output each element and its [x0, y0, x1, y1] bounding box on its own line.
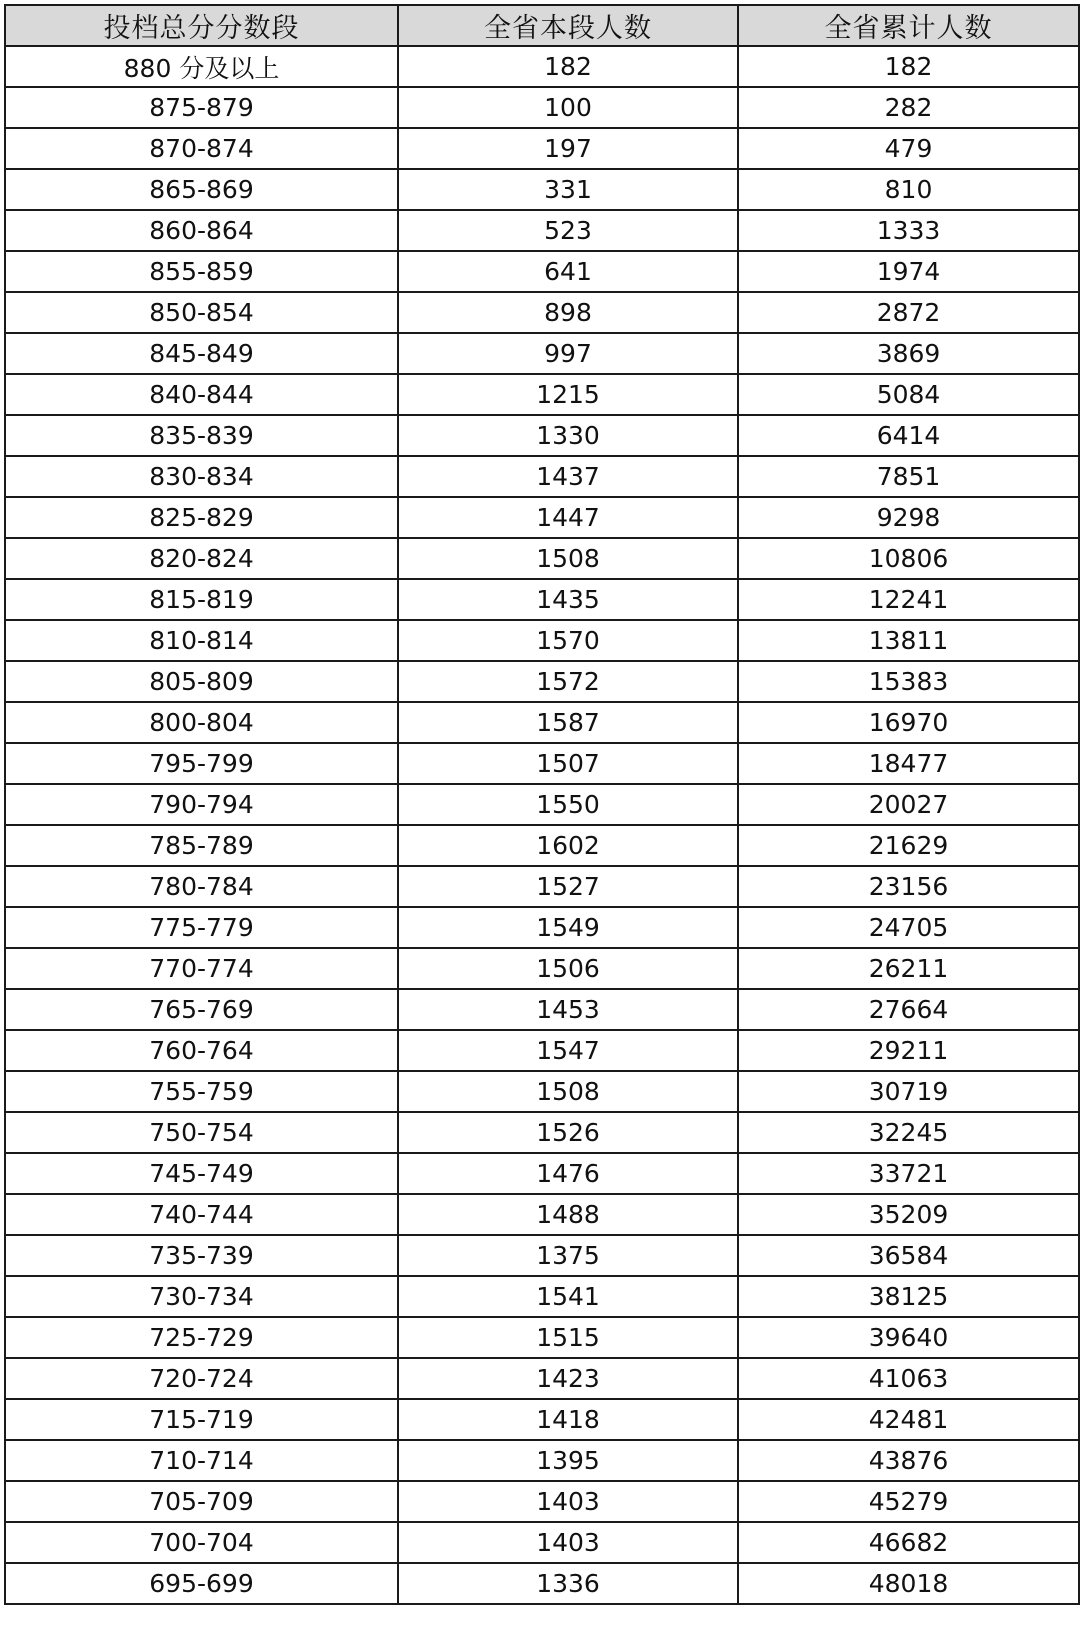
cell-cumulative-count: 1974 — [738, 251, 1079, 292]
cell-score-range: 875-879 — [5, 87, 398, 128]
cell-segment-count: 1506 — [398, 948, 738, 989]
cell-segment-count: 1507 — [398, 743, 738, 784]
cell-cumulative-count: 39640 — [738, 1317, 1079, 1358]
cell-cumulative-count: 2872 — [738, 292, 1079, 333]
header-cumulative-count: 全省累计人数 — [738, 5, 1079, 46]
cell-segment-count: 331 — [398, 169, 738, 210]
cell-score-range: 775-779 — [5, 907, 398, 948]
table-header — [5, 5, 1079, 46]
cell-cumulative-count: 5084 — [738, 374, 1079, 415]
cell-cumulative-count: 1333 — [738, 210, 1079, 251]
cell-segment-count: 1336 — [398, 1563, 738, 1604]
table-row — [5, 1440, 1079, 1481]
cell-cumulative-count: 13811 — [738, 620, 1079, 661]
cell-score-range: 740-744 — [5, 1194, 398, 1235]
cell-segment-count: 1488 — [398, 1194, 738, 1235]
table-row — [5, 1112, 1079, 1153]
cell-score-range: 825-829 — [5, 497, 398, 538]
cell-segment-count: 1437 — [398, 456, 738, 497]
cell-segment-count: 1375 — [398, 1235, 738, 1276]
cell-score-range: 870-874 — [5, 128, 398, 169]
cell-cumulative-count: 42481 — [738, 1399, 1079, 1440]
cell-score-range: 705-709 — [5, 1481, 398, 1522]
cell-score-range: 750-754 — [5, 1112, 398, 1153]
table-row — [5, 456, 1079, 497]
table-row — [5, 1276, 1079, 1317]
table-row — [5, 46, 1079, 87]
cell-cumulative-count: 15383 — [738, 661, 1079, 702]
cell-score-range: 755-759 — [5, 1071, 398, 1112]
header-segment-count: 全省本段人数 — [398, 5, 738, 46]
cell-score-range: 785-789 — [5, 825, 398, 866]
cell-score-range: 780-784 — [5, 866, 398, 907]
table-row — [5, 538, 1079, 579]
cell-cumulative-count: 6414 — [738, 415, 1079, 456]
table-row — [5, 661, 1079, 702]
score-distribution-table — [4, 4, 1080, 1605]
cell-cumulative-count: 23156 — [738, 866, 1079, 907]
table-row — [5, 497, 1079, 538]
cell-cumulative-count: 29211 — [738, 1030, 1079, 1071]
cell-cumulative-count: 12241 — [738, 579, 1079, 620]
cell-cumulative-count: 16970 — [738, 702, 1079, 743]
header-row — [5, 5, 1079, 46]
cell-cumulative-count: 282 — [738, 87, 1079, 128]
table-row — [5, 620, 1079, 661]
cell-segment-count: 1403 — [398, 1481, 738, 1522]
cell-score-range: 695-699 — [5, 1563, 398, 1604]
cell-cumulative-count: 36584 — [738, 1235, 1079, 1276]
cell-cumulative-count: 21629 — [738, 825, 1079, 866]
table-row — [5, 87, 1079, 128]
cell-cumulative-count: 26211 — [738, 948, 1079, 989]
cell-segment-count: 898 — [398, 292, 738, 333]
cell-segment-count: 1330 — [398, 415, 738, 456]
cell-score-range: 805-809 — [5, 661, 398, 702]
cell-score-range: 860-864 — [5, 210, 398, 251]
cell-score-range: 835-839 — [5, 415, 398, 456]
cell-score-range: 800-804 — [5, 702, 398, 743]
cell-segment-count: 1549 — [398, 907, 738, 948]
cell-cumulative-count: 20027 — [738, 784, 1079, 825]
cell-score-range: 795-799 — [5, 743, 398, 784]
cell-cumulative-count: 27664 — [738, 989, 1079, 1030]
table-row — [5, 333, 1079, 374]
cell-segment-count: 1526 — [398, 1112, 738, 1153]
cell-cumulative-count: 35209 — [738, 1194, 1079, 1235]
table-row — [5, 1481, 1079, 1522]
table-row — [5, 948, 1079, 989]
table-row — [5, 1522, 1079, 1563]
cell-score-range: 815-819 — [5, 579, 398, 620]
table-row — [5, 989, 1079, 1030]
table-row — [5, 1030, 1079, 1071]
cell-segment-count: 1572 — [398, 661, 738, 702]
cell-segment-count: 1541 — [398, 1276, 738, 1317]
table-row — [5, 784, 1079, 825]
cell-score-range: 735-739 — [5, 1235, 398, 1276]
table-row — [5, 825, 1079, 866]
cell-segment-count: 1423 — [398, 1358, 738, 1399]
table-row — [5, 1194, 1079, 1235]
cell-cumulative-count: 18477 — [738, 743, 1079, 784]
cell-segment-count: 641 — [398, 251, 738, 292]
table-row — [5, 1399, 1079, 1440]
cell-score-range: 830-834 — [5, 456, 398, 497]
table-row — [5, 251, 1079, 292]
cell-segment-count: 1547 — [398, 1030, 738, 1071]
cell-cumulative-count: 182 — [738, 46, 1079, 87]
cell-segment-count: 100 — [398, 87, 738, 128]
cell-segment-count: 1550 — [398, 784, 738, 825]
cell-score-range: 840-844 — [5, 374, 398, 415]
table-row — [5, 1563, 1079, 1604]
cell-cumulative-count: 41063 — [738, 1358, 1079, 1399]
cell-score-range: 820-824 — [5, 538, 398, 579]
cell-cumulative-count: 7851 — [738, 456, 1079, 497]
table-body — [5, 46, 1079, 1604]
cell-segment-count: 1453 — [398, 989, 738, 1030]
cell-score-range: 760-764 — [5, 1030, 398, 1071]
cell-cumulative-count: 9298 — [738, 497, 1079, 538]
cell-segment-count: 1476 — [398, 1153, 738, 1194]
cell-score-range: 745-749 — [5, 1153, 398, 1194]
cell-score-range: 720-724 — [5, 1358, 398, 1399]
table-row — [5, 907, 1079, 948]
cell-segment-count: 1602 — [398, 825, 738, 866]
cell-segment-count: 1570 — [398, 620, 738, 661]
cell-score-range: 855-859 — [5, 251, 398, 292]
header-score-range: 投档总分分数段 — [5, 5, 398, 46]
cell-cumulative-count: 46682 — [738, 1522, 1079, 1563]
cell-cumulative-count: 32245 — [738, 1112, 1079, 1153]
cell-segment-count: 1508 — [398, 538, 738, 579]
cell-segment-count: 1435 — [398, 579, 738, 620]
cell-segment-count: 1515 — [398, 1317, 738, 1358]
cell-score-range: 790-794 — [5, 784, 398, 825]
table-row — [5, 1071, 1079, 1112]
table-row — [5, 415, 1079, 456]
cell-score-range: 730-734 — [5, 1276, 398, 1317]
cell-score-range: 770-774 — [5, 948, 398, 989]
table-row — [5, 169, 1079, 210]
cell-cumulative-count: 38125 — [738, 1276, 1079, 1317]
cell-segment-count: 197 — [398, 128, 738, 169]
cell-segment-count: 1587 — [398, 702, 738, 743]
cell-segment-count: 1395 — [398, 1440, 738, 1481]
cell-score-range: 810-814 — [5, 620, 398, 661]
cell-score-range: 850-854 — [5, 292, 398, 333]
cell-cumulative-count: 10806 — [738, 538, 1079, 579]
cell-segment-count: 1403 — [398, 1522, 738, 1563]
cell-score-range: 845-849 — [5, 333, 398, 374]
table-row — [5, 1317, 1079, 1358]
table-row — [5, 1358, 1079, 1399]
table-row — [5, 128, 1079, 169]
table-row — [5, 374, 1079, 415]
cell-score-range: 715-719 — [5, 1399, 398, 1440]
table-row — [5, 866, 1079, 907]
table-row — [5, 579, 1079, 620]
cell-segment-count: 997 — [398, 333, 738, 374]
cell-segment-count: 1527 — [398, 866, 738, 907]
cell-cumulative-count: 810 — [738, 169, 1079, 210]
cell-segment-count: 523 — [398, 210, 738, 251]
cell-cumulative-count: 3869 — [738, 333, 1079, 374]
cell-segment-count: 1215 — [398, 374, 738, 415]
cell-segment-count: 1508 — [398, 1071, 738, 1112]
cell-cumulative-count: 33721 — [738, 1153, 1079, 1194]
cell-cumulative-count: 24705 — [738, 907, 1079, 948]
cell-cumulative-count: 30719 — [738, 1071, 1079, 1112]
table-row — [5, 743, 1079, 784]
table-row — [5, 210, 1079, 251]
table-row — [5, 292, 1079, 333]
table-row — [5, 1153, 1079, 1194]
cell-segment-count: 1447 — [398, 497, 738, 538]
cell-cumulative-count: 43876 — [738, 1440, 1079, 1481]
cell-score-range: 710-714 — [5, 1440, 398, 1481]
cell-score-range: 725-729 — [5, 1317, 398, 1358]
cell-cumulative-count: 479 — [738, 128, 1079, 169]
table-row — [5, 1235, 1079, 1276]
cell-cumulative-count: 45279 — [738, 1481, 1079, 1522]
cell-score-range: 765-769 — [5, 989, 398, 1030]
cell-cumulative-count: 48018 — [738, 1563, 1079, 1604]
cell-segment-count: 182 — [398, 46, 738, 87]
cell-score-range: 880 分及以上 — [5, 46, 398, 87]
cell-score-range: 700-704 — [5, 1522, 398, 1563]
cell-segment-count: 1418 — [398, 1399, 738, 1440]
table-row — [5, 702, 1079, 743]
cell-score-range: 865-869 — [5, 169, 398, 210]
